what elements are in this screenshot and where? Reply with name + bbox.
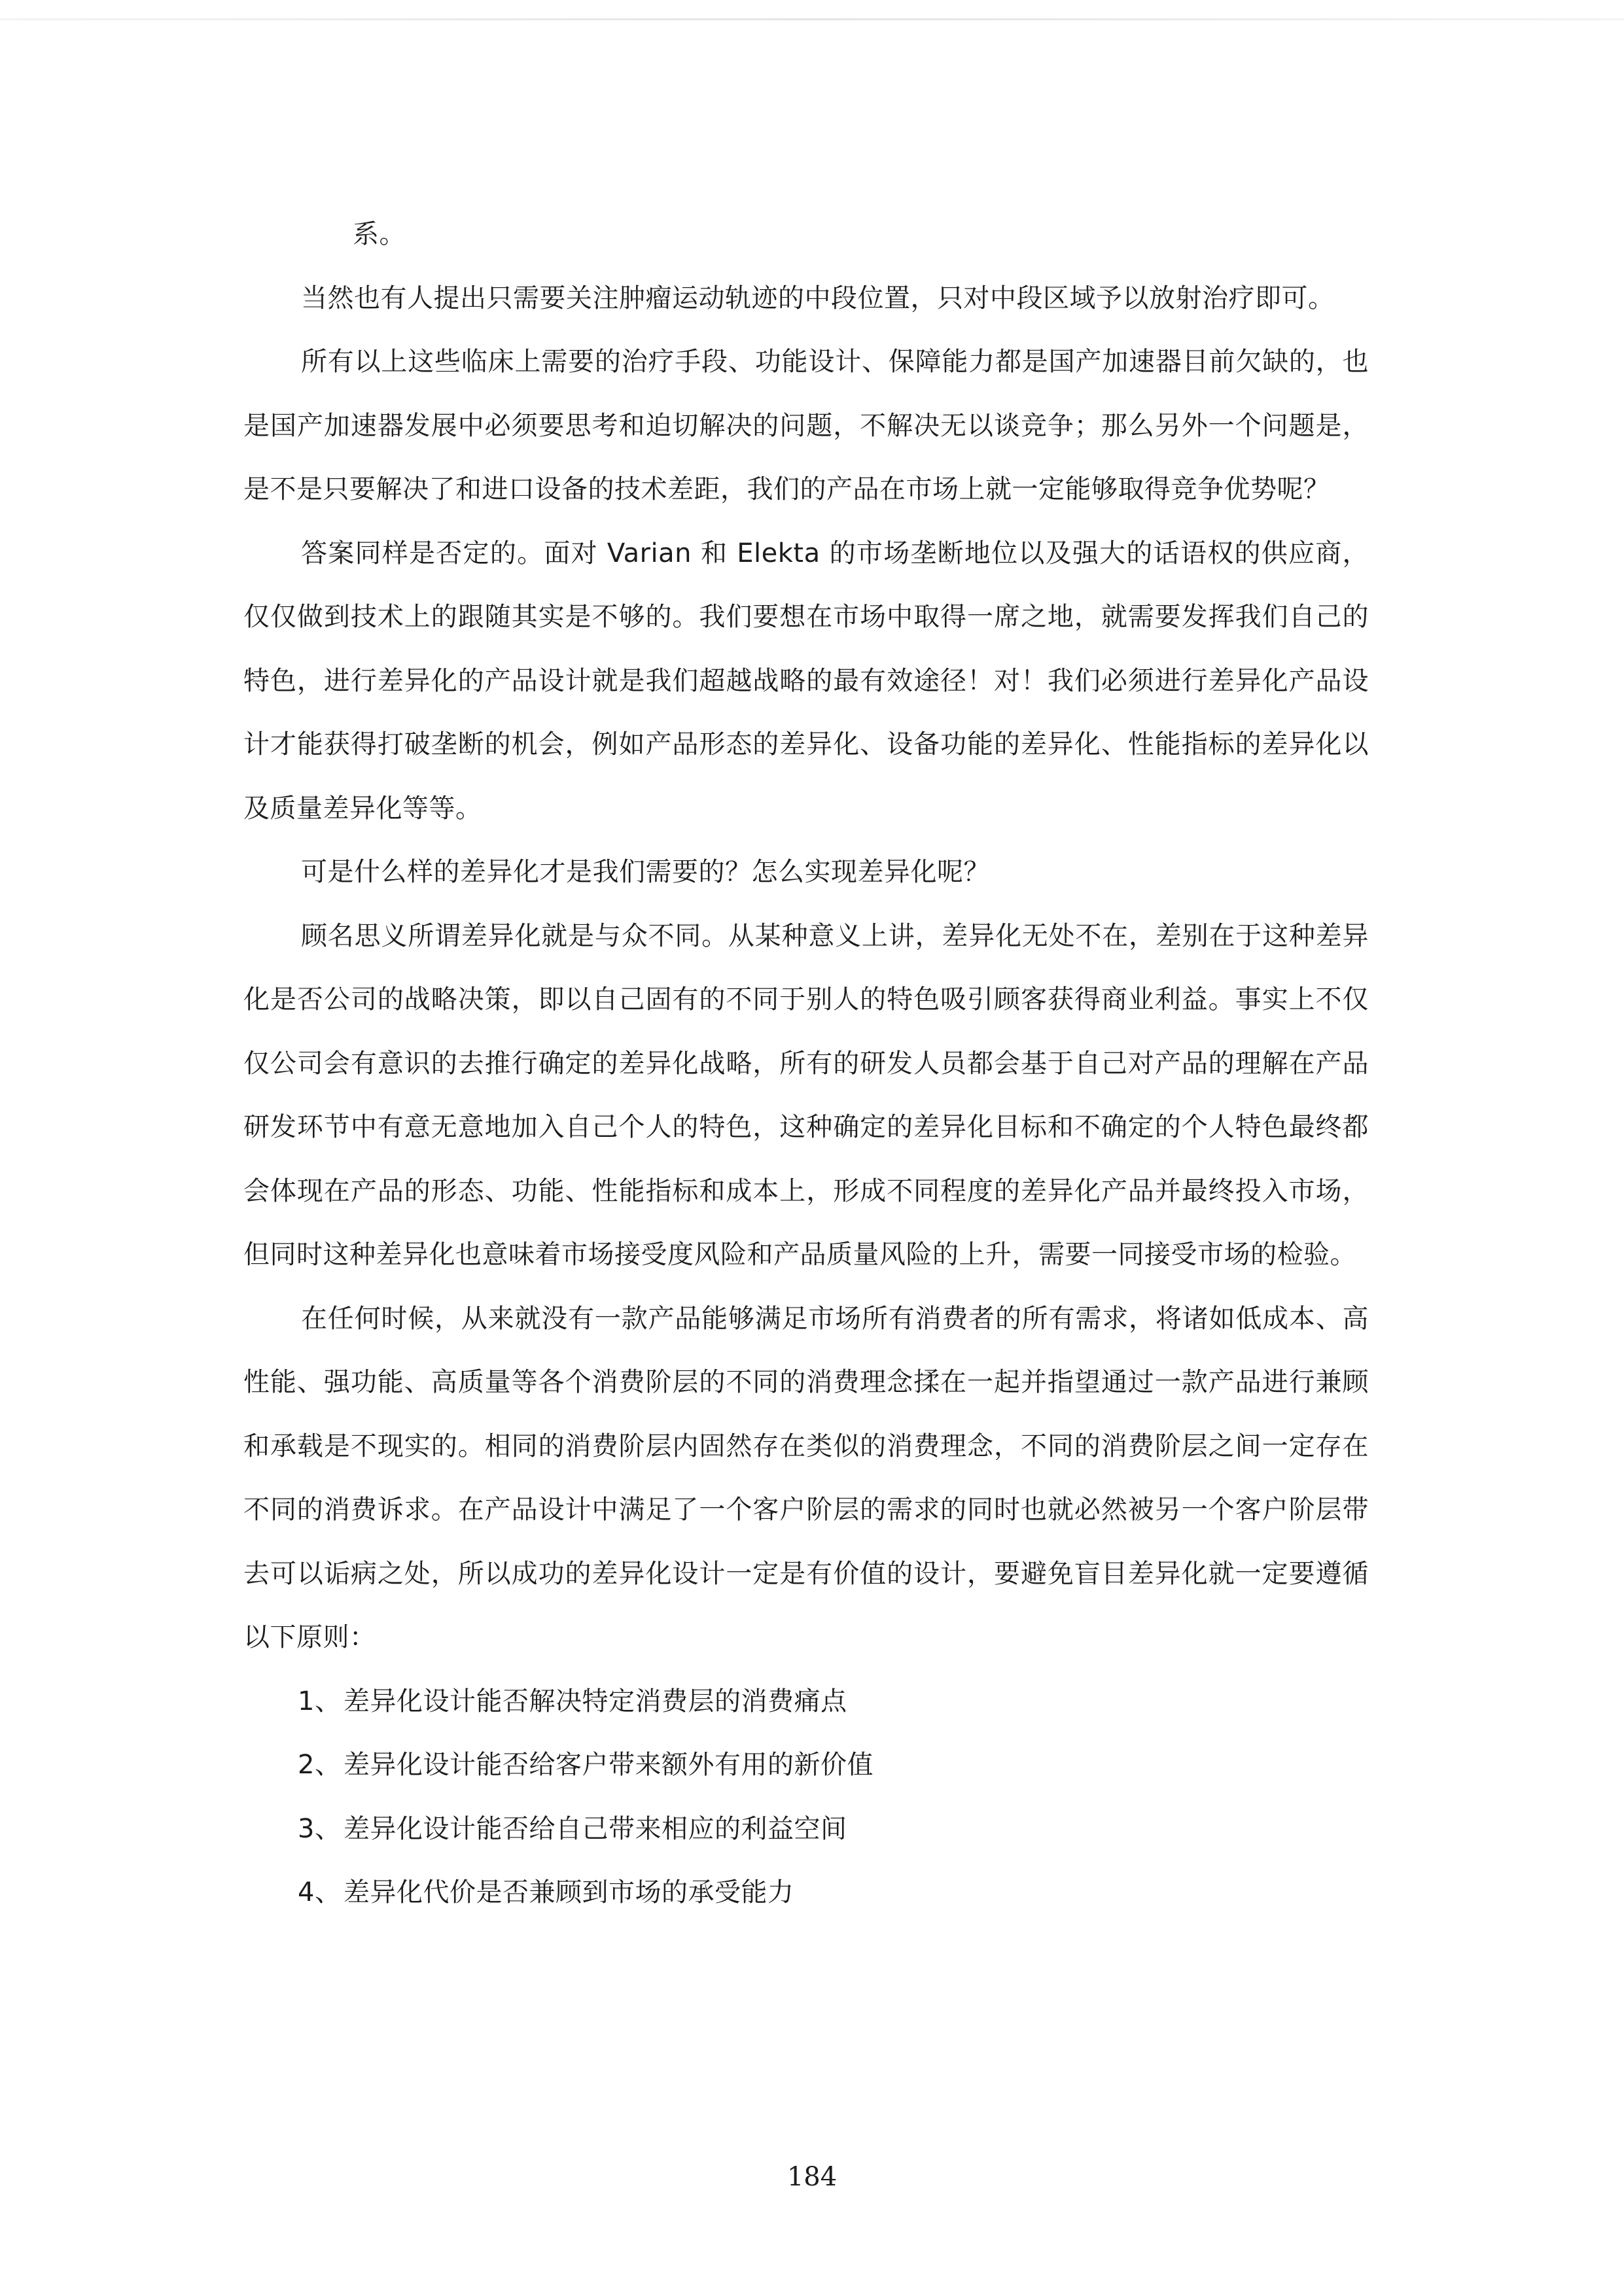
list-item [243,1798,1369,1862]
list-item [243,1670,1369,1734]
list-item [243,1861,1369,1925]
list-item-text: 差异化设计能否解决特定消费层的消费痛点 [344,1686,847,1716]
list-item [243,1733,1369,1798]
list-item-number: 3、 [298,1813,342,1844]
page-number: 184 [786,2162,838,2192]
page-body [243,203,1369,1925]
principles-list [243,1670,1369,1925]
list-item-number: 1、 [298,1686,342,1716]
paragraph: 在任何时候，从来就没有一款产品能够满足市场所有消费者的所有需求，将诸如低成本、高性能、强功能、高质量等各个消费阶层的不同的消费理念揉在一起并指望通过一款产品进行兼顾和承载是不现实的。相同的消费阶层内固然存在类似的消费理念，不同的消费阶层之间一定存在不同的消费诉求。在产品设计中满足了一个客户阶层的需求的同时也就必然被另一个客户阶层带去可以诟病之处，所以成功的差异化设计一定是有价值的设计，要避免盲目差异化就一定要遵循以下原则： [243,1303,1369,1652]
list-item-number: 4、 [298,1877,342,1907]
paragraph: 所有以上这些临床上需要的治疗手段、功能设计、保障能力都是国产加速器目前欠缺的，也是国产加速器发展中必须要思考和迫切解决的问题，不解决无以谈竞争；那么另外一个问题是，是不是只要解决了和进口设备的技术差距，我们的产品在市场上就一定能够取得竞争优势呢？ [243,347,1369,504]
list-item-text: 差异化代价是否兼顾到市场的承受能力 [344,1877,794,1907]
paragraph: 顾名思义所谓差异化就是与众不同。从某种意义上讲，差异化无处不在，差别在于这种差异化是否公司的战略决策，即以自己固有的不同于别人的特色吸引顾客获得商业利益。事实上不仅仅公司会有意识的去推行确定的差异化战略，所有的研发人员都会基于自己对产品的理解在产品研发环节中有意无意地加入自己个人的特色，这种确定的差异化目标和不确定的个人特色最终都会体现在产品的形态、功能、性能指标和成本上，形成不同程度的差异化产品并最终投入市场，但同时这种差异化也意味着市场接受度风险和产品质量风险的上升，需要一同接受市场的检验。 [243,920,1369,1270]
continued-paragraph: 系。 [353,219,406,249]
list-item-number: 2、 [298,1750,342,1780]
paragraph: 可是什么样的差异化才是我们需要的？怎么实现差异化呢？ [301,857,990,887]
scan-top-edge [0,18,1624,20]
list-item-text: 差异化设计能否给客户带来额外有用的新价值 [344,1750,874,1780]
list-item-text: 差异化设计能否给自己带来相应的利益空间 [344,1813,847,1844]
paragraph: 答案同样是否定的。面对 Varian 和 Elekta 的市场垄断地位以及强大的话语权的供应商，仅仅做到技术上的跟随其实是不够的。我们要想在市场中取得一席之地，就需要发挥我们自己的特色，进行差异化的产品设计就是我们超越战略的最有效途径！对！我们必须进行差异化产品设计才能获得打破垄断的机会，例如产品形态的差异化、设备功能的差异化、性能指标的差异化以及质量差异化等等。 [243,538,1369,824]
paragraph: 当然也有人提出只需要关注肿瘤运动轨迹的中段位置，只对中段区域予以放射治疗即可。 [301,283,1335,313]
